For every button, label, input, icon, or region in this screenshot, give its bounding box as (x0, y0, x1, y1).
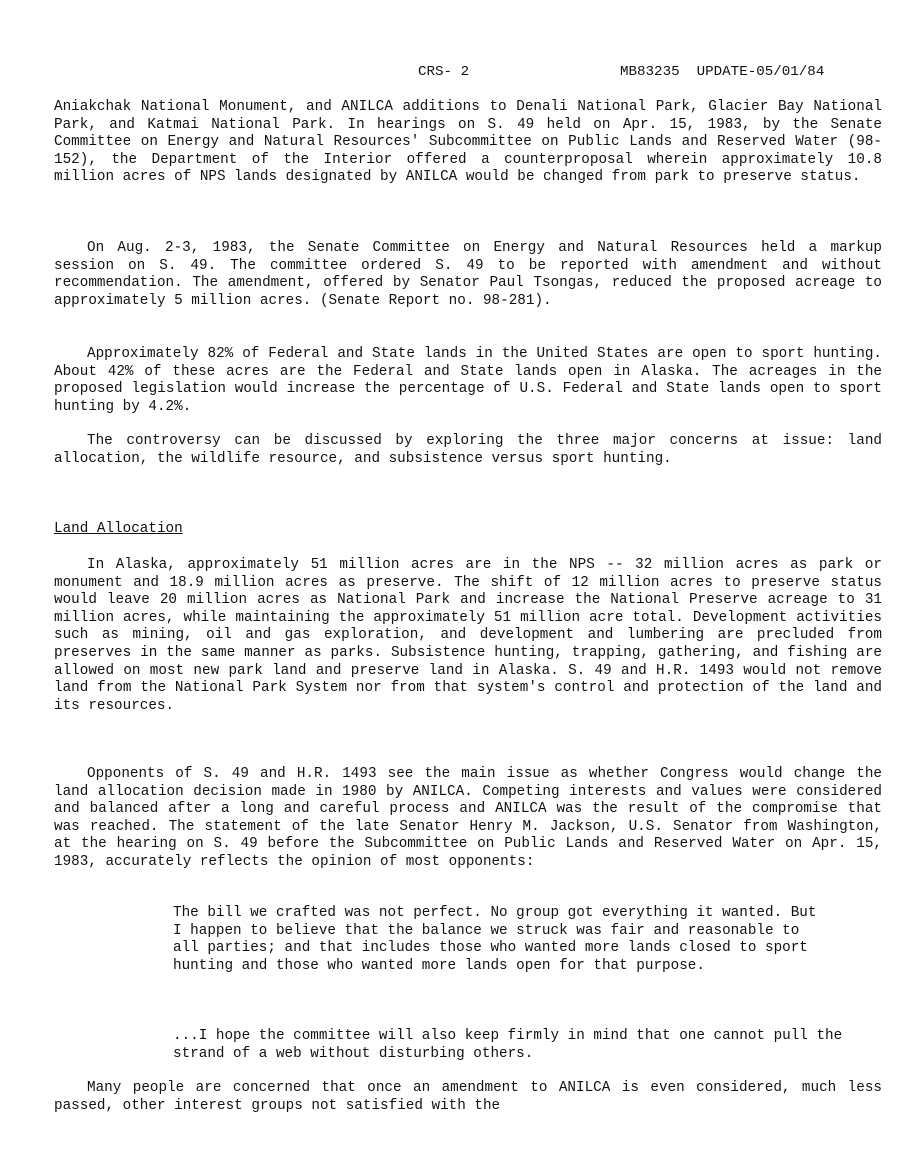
page-header (0, 64, 920, 84)
paragraph-text: Many people are concerned that once an amendment to ANILCA is even considered, much less passed, other interest groups not satisfied with the (54, 1080, 882, 1114)
paragraph-land-allocation (54, 557, 882, 715)
quote-text: The bill we crafted was not perfect. No group got everything it wanted. But I happen to believe that the balance we struck was fair and reasonable to all parties; and that includes those who wanted more lands closed to sport hunting and those who wanted more lands open for that purpose. (173, 905, 817, 974)
quote-text: ...I hope the committee will also keep firmly in mind that one cannot pull the strand of a web without disturbing others. (173, 1028, 843, 1062)
paragraph-concerns (54, 1080, 882, 1115)
paragraph-sport-hunting (54, 346, 882, 416)
paragraph-markup-session (54, 240, 882, 310)
document-id-label: MB83235 UPDATE-05/01/84 (620, 64, 825, 80)
paragraph-text: Aniakchak National Monument, and ANILCA additions to Denali National Park, Glacier Bay National Park, and Katmai National Park. In hearings on S. 49 held on Apr. 15, 1983, by the Senate Committee on Energy and Natural Resources' Subcommittee on Public Lands and Reserved Water (98-152), the Department of the Interior offered a counterproposal wherein approximately 10.8 million acres of NPS lands designated by ANILCA would be changed from park to preserve status. (54, 99, 882, 186)
paragraph-text: In Alaska, approximately 51 million acres are in the NPS -- 32 million acres as park or monument and 18.9 million acres as preserve. The shift of 12 million acres to preserve status would leave 20 million acres as National Park and increase the National Preserve acreage to 31 million acres, while maintaining the approximately 51 million acre total. Development activities such as mining, oil and gas exploration, and development and lumbering are precluded from preserves in the same manner as parks. Subsistence hunting, trapping, gathering, and fishing are allowed on most new park land and preserve land in Alaska. S. 49 and H.R. 1493 would not remove land from the National Park System nor from that system's control and protection of the land and its resources. (54, 557, 882, 714)
section-heading: Land Allocation (54, 521, 183, 537)
paragraph-text: Opponents of S. 49 and H.R. 1493 see the main issue as whether Congress would change the land allocation decision made in 1980 by ANILCA. Competing interests and values were considered and balanced after a long and careful process and ANILCA was the result of the compromise that was reached. The statement of the late Senator Henry M. Jackson, U.S. Senator from Washington, at the hearing on S. 49 before the Subcommittee on Public Lands and Reserved Water on Apr. 15, 1983, accurately reflects the opinion of most opponents: (54, 766, 882, 870)
paragraph-text: Approximately 82% of Federal and State lands in the United States are open to sport hunting. About 42% of these acres are the Federal and State lands open in Alaska. The acreages in the proposed legislation would increase the percentage of U.S. Federal and State lands open to sport hunting by 4.2%. (54, 346, 882, 415)
paragraph-controversy (54, 433, 882, 468)
paragraph-text: The controversy can be discussed by exploring the three major concerns at issue: land allocation, the wildlife resource, and subsistence versus sport hunting. (54, 433, 882, 467)
block-quote (173, 905, 833, 975)
paragraph-text: On Aug. 2-3, 1983, the Senate Committee on Energy and Natural Resources held a markup session on S. 49. The committee ordered S. 49 to be reported with amendment and without recommendation. The amendment, offered by Senator Paul Tsongas, reduced the proposed acreage to approximately 5 million acres. (Senate Report no. 98-281). (54, 240, 882, 309)
paragraph-opponents (54, 766, 882, 872)
block-quote (173, 1028, 873, 1063)
paragraph-continuation (54, 99, 882, 187)
page-number-label: CRS- 2 (418, 64, 470, 80)
